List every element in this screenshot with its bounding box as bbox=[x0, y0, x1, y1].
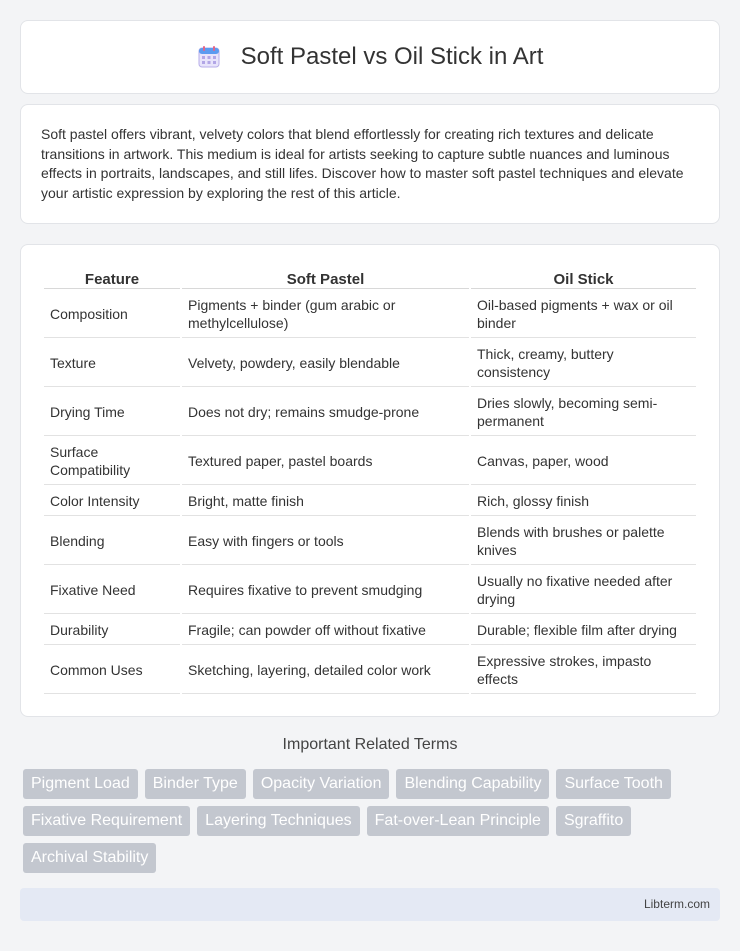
related-terms-heading: Important Related Terms bbox=[282, 736, 458, 753]
oil-stick-cell: Durable; flexible film after drying bbox=[471, 616, 696, 645]
tag-fixative-requirement[interactable]: Fixative Requirement bbox=[23, 806, 190, 836]
oil-stick-cell: Usually no fixative needed after drying bbox=[471, 567, 696, 614]
table-row bbox=[44, 647, 696, 694]
feature-cell: Drying Time bbox=[44, 389, 180, 436]
soft-pastel-cell: Does not dry; remains smudge-prone bbox=[182, 389, 469, 436]
comparison-table bbox=[42, 265, 698, 696]
soft-pastel-cell: Pigments + binder (gum arabic or methylcellulose) bbox=[182, 291, 469, 338]
tag-opacity-variation[interactable]: Opacity Variation bbox=[253, 769, 390, 799]
soft-pastel-cell: Fragile; can powder off without fixative bbox=[182, 616, 469, 645]
tag-archival-stability[interactable]: Archival Stability bbox=[23, 843, 156, 873]
feature-cell: Durability bbox=[44, 616, 180, 645]
header-feature: Feature bbox=[44, 267, 180, 289]
table-row bbox=[44, 487, 696, 516]
tag-sgraffito[interactable]: Sgraffito bbox=[556, 806, 631, 836]
table-row bbox=[44, 340, 696, 387]
calendar-icon bbox=[197, 45, 221, 69]
tag-binder-type[interactable]: Binder Type bbox=[145, 769, 246, 799]
header-soft-pastel: Soft Pastel bbox=[182, 267, 469, 289]
related-terms-tags bbox=[23, 769, 723, 873]
table-row bbox=[44, 438, 696, 485]
feature-cell: Fixative Need bbox=[44, 567, 180, 614]
page-title: Soft Pastel vs Oil Stick in Art bbox=[240, 43, 544, 70]
oil-stick-cell: Canvas, paper, wood bbox=[471, 438, 696, 485]
oil-stick-cell: Thick, creamy, buttery consistency bbox=[471, 340, 696, 387]
title-card bbox=[20, 20, 720, 94]
oil-stick-cell: Blends with brushes or palette knives bbox=[471, 518, 696, 565]
table-row bbox=[44, 616, 696, 645]
feature-cell: Common Uses bbox=[44, 647, 180, 694]
header-oil-stick: Oil Stick bbox=[471, 267, 696, 289]
oil-stick-cell: Rich, glossy finish bbox=[471, 487, 696, 516]
feature-cell: Blending bbox=[44, 518, 180, 565]
table-row bbox=[44, 291, 696, 338]
tag-layering-techniques[interactable]: Layering Techniques bbox=[197, 806, 359, 836]
tag-fat-over-lean-principle[interactable]: Fat-over-Lean Principle bbox=[367, 806, 549, 836]
tag-pigment-load[interactable]: Pigment Load bbox=[23, 769, 138, 799]
comparison-table-card bbox=[20, 244, 720, 717]
feature-cell: Texture bbox=[44, 340, 180, 387]
feature-cell: Surface Compatibility bbox=[44, 438, 180, 485]
soft-pastel-cell: Bright, matte finish bbox=[182, 487, 469, 516]
footer bbox=[20, 888, 720, 921]
table-header-row bbox=[44, 267, 696, 289]
table-row bbox=[44, 518, 696, 565]
table-row bbox=[44, 567, 696, 614]
oil-stick-cell: Oil-based pigments + wax or oil binder bbox=[471, 291, 696, 338]
soft-pastel-cell: Velvety, powdery, easily blendable bbox=[182, 340, 469, 387]
oil-stick-cell: Expressive strokes, impasto effects bbox=[471, 647, 696, 694]
soft-pastel-cell: Easy with fingers or tools bbox=[182, 518, 469, 565]
table-row bbox=[44, 389, 696, 436]
feature-cell: Composition bbox=[44, 291, 180, 338]
tag-surface-tooth[interactable]: Surface Tooth bbox=[556, 769, 670, 799]
soft-pastel-cell: Requires fixative to prevent smudging bbox=[182, 567, 469, 614]
intro-text: Soft pastel offers vibrant, velvety colors that blend effortlessly for creating rich textures and delicate transitions in artwork. This medium is ideal for artists seeking to capture subtle nuances and luminous effects in portraits, landscapes, and still lifes. Discover how to master soft pastel techniques and elevate your artistic expression by exploring the rest of this article. bbox=[41, 126, 684, 201]
feature-cell: Color Intensity bbox=[44, 487, 180, 516]
soft-pastel-cell: Sketching, layering, detailed color work bbox=[182, 647, 469, 694]
tag-blending-capability[interactable]: Blending Capability bbox=[396, 769, 549, 799]
intro-card bbox=[20, 104, 720, 224]
footer-link[interactable]: Libterm.com bbox=[643, 897, 710, 911]
soft-pastel-cell: Textured paper, pastel boards bbox=[182, 438, 469, 485]
oil-stick-cell: Dries slowly, becoming semi-permanent bbox=[471, 389, 696, 436]
